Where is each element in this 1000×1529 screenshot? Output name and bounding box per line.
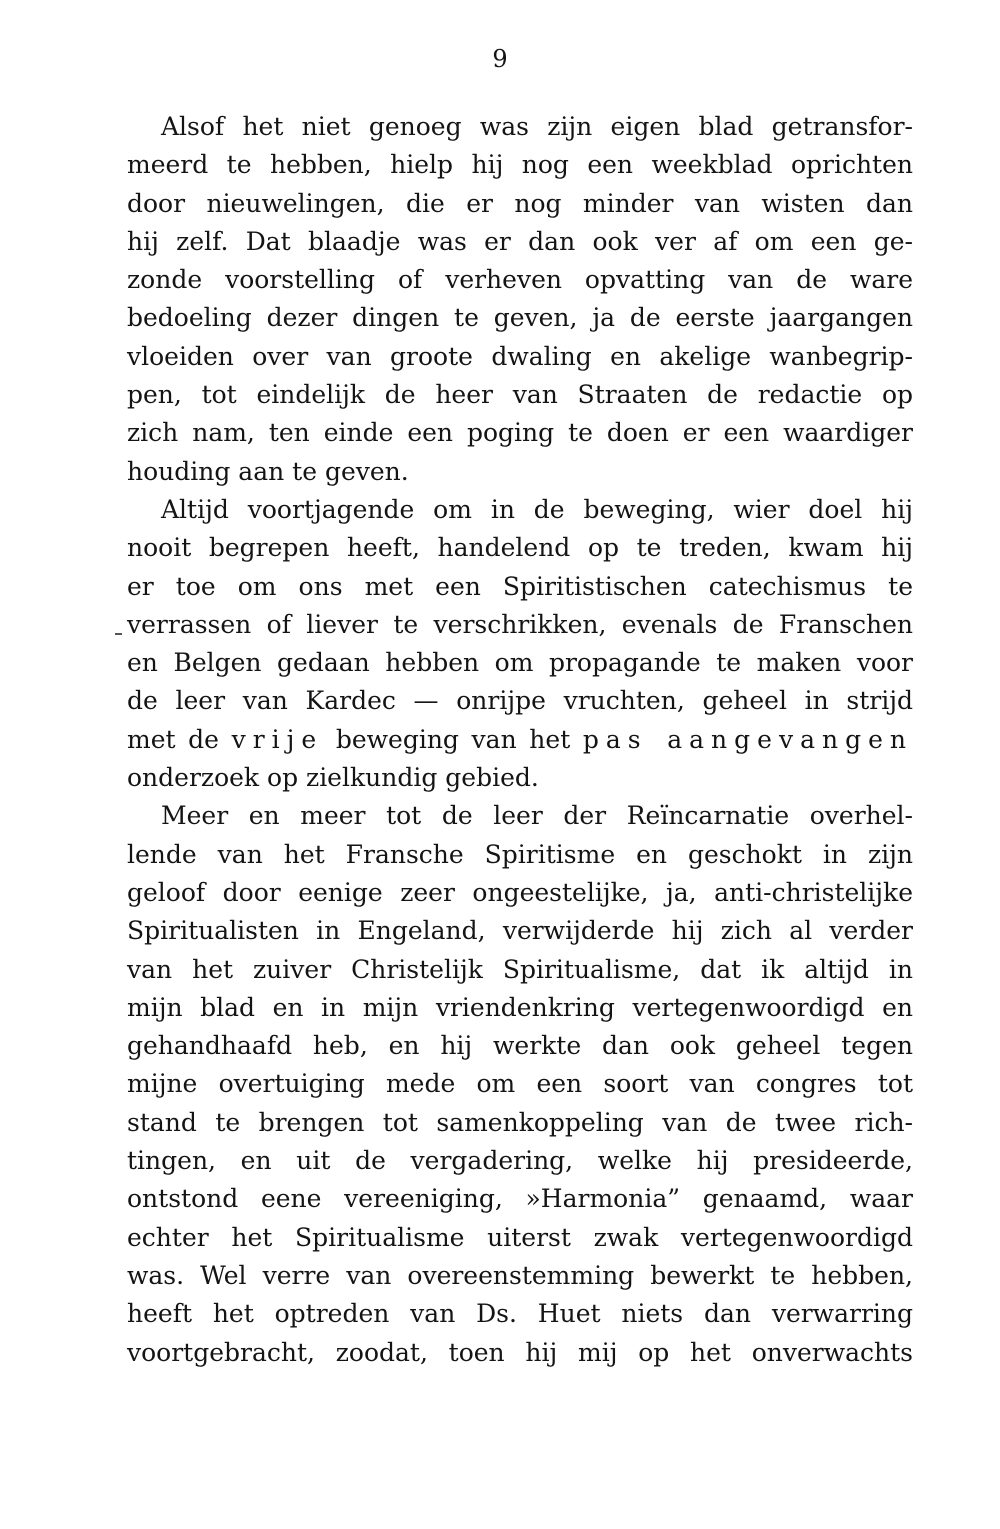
text-line: ontstond eene vereeniging, »Harmonia” genaamd, waar <box>127 1184 913 1214</box>
text-line: echter het Spiritualisme uiterst zwak vertegenwoordigd <box>127 1222 913 1252</box>
text-line: voortgebracht, zoodat, toen hij mij op het onverwachts <box>127 1337 913 1367</box>
text-fragment: beweging van het <box>323 724 583 754</box>
text-line: mijne overtuiging mede om een soort van congres tot <box>127 1069 913 1099</box>
text-line: Meer en meer tot de leer der Reïncarnatie overhel- <box>161 801 913 831</box>
text-line: onderzoek op zielkundig gebied. <box>127 763 539 793</box>
text-line: bedoeling dezer dingen te geven, ja de eerste jaargangen <box>127 303 913 333</box>
text-line: was. Wel verre van overeenstemming bewerkt te hebben, <box>127 1260 913 1290</box>
text-line: mijn blad en in mijn vriendenkring vertegenwoordigd en <box>127 992 913 1022</box>
text-line: gehandhaafd heb, en hij werkte dan ook geheel tegen <box>127 1031 913 1061</box>
text-line: Alsof het niet genoeg was zijn eigen blad getransfor- <box>161 112 913 141</box>
text-line: door nieuwelingen, die er nog minder van wisten dan <box>127 188 913 218</box>
text-line: pen, tot eindelijk de heer van Straaten de redactie op <box>127 380 913 410</box>
spaced-emphasis: pas aangevangen <box>582 724 913 754</box>
text-line: zonde voorstelling of verheven opvatting van de ware <box>127 265 913 295</box>
text-line: meerd te hebben, hielp hij nog een weekblad oprichten <box>127 150 913 180</box>
text-line: zich nam, ten einde een poging te doen er een waardiger <box>127 418 913 448</box>
text-line: de leer van Kardec — onrijpe vruchten, geheel in strijd <box>127 686 913 716</box>
text-line: van het zuiver Christelijk Spiritualisme, dat ik altijd in <box>127 954 913 984</box>
text-line: heeft het optreden van Ds. Huet niets dan verwarring <box>127 1299 913 1329</box>
text-line: Altijd voortjagende om in de beweging, wier doel hij <box>161 494 913 524</box>
text-line: lende van het Fransche Spiritisme en geschokt in zijn <box>127 839 913 869</box>
text-line: nooit begrepen heeft, handelend op te treden, kwam hij <box>127 533 913 563</box>
spaced-emphasis: vrije <box>231 724 324 754</box>
text-line: en Belgen gedaan hebben om propagande te maken voor <box>127 648 913 678</box>
text-fragment: met de <box>127 724 232 754</box>
page-number: 9 <box>492 45 508 73</box>
text-line: verrassen of liever te verschrikken, evenals de Franschen <box>127 609 913 639</box>
text-line: Spiritualisten in Engeland, verwijderde hij zich al verder <box>127 916 913 946</box>
text-line: geloof door eenige zeer ongeestelijke, ja, anti-christelijke <box>127 877 913 907</box>
text-line-spaced <box>127 721 913 759</box>
body-text <box>127 108 913 1372</box>
text-line: vloeiden over van groote dwaling en akelige wanbegrip- <box>127 341 913 371</box>
text-line: tingen, en uit de vergadering, welke hij presideerde, <box>127 1146 913 1176</box>
text-line: stand te brengen tot samenkoppeling van de twee rich- <box>127 1107 913 1137</box>
margin-mark <box>115 633 122 635</box>
text-line: er toe om ons met een Spiritistischen catechismus te <box>127 571 913 601</box>
text-line: houding aan te geven. <box>127 456 409 486</box>
text-line: hij zelf. Dat blaadje was er dan ook ver af om een ge- <box>127 226 913 256</box>
